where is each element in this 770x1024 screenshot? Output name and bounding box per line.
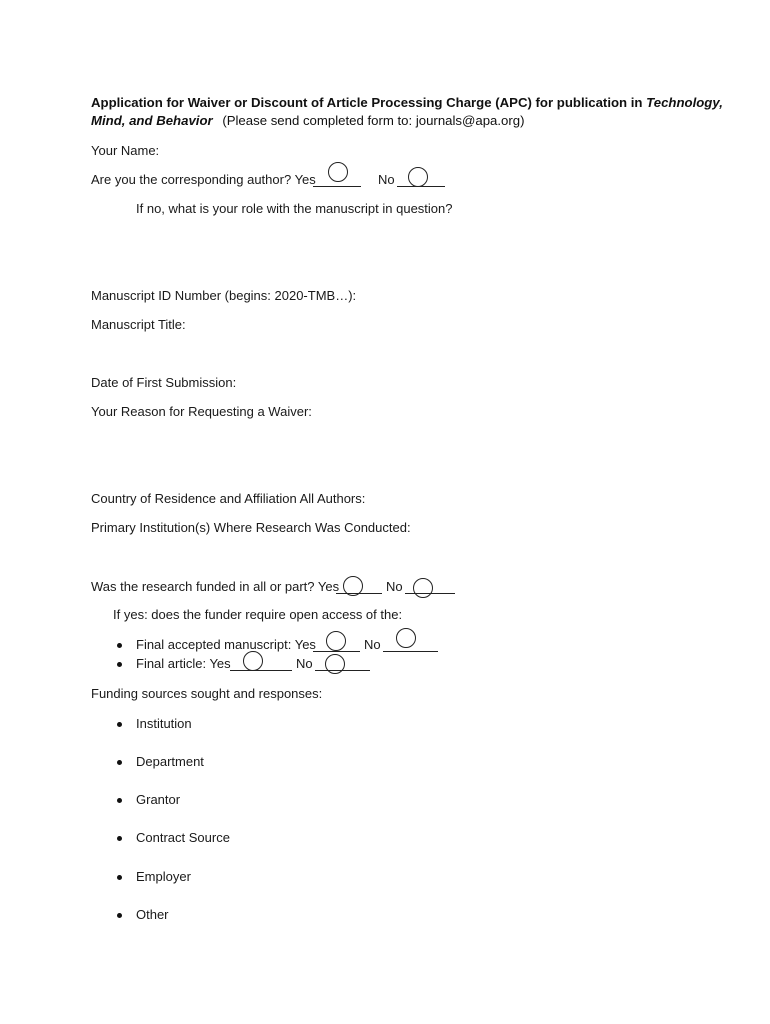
corresponding-yes-line [313,186,361,187]
final-manuscript-no-line [383,651,438,652]
funding-sources-label: Funding sources sought and responses: [91,686,323,701]
final-manuscript-no-circle[interactable] [396,628,416,648]
funded-no-circle[interactable] [413,578,433,598]
final-article-no-circle[interactable] [325,654,345,674]
waiver-reason-label: Your Reason for Requesting a Waiver: [91,404,312,419]
source-institution: Institution [136,716,192,731]
primary-institution-label: Primary Institution(s) Where Research Was Conducted: [91,520,411,535]
funded-question: Was the research funded in all or part? Yes [91,579,340,594]
bullet-dot [117,798,122,803]
form-title-bold: Application for Waiver or Discount of Article Processing Charge (APC) for publication in [91,95,643,110]
manuscript-title-label: Manuscript Title: [91,317,186,332]
corresponding-yes-circle[interactable] [328,162,348,182]
bullet-dot [117,643,122,648]
bullet-dot [117,836,122,841]
journal-name-part1: Technology, [646,95,723,110]
corresponding-no-circle[interactable] [408,167,428,187]
manuscript-id-label: Manuscript ID Number (begins: 2020-TMB…): [91,288,357,303]
final-article-label: Final article: Yes [136,656,231,671]
final-article-yes-circle[interactable] [243,651,263,671]
send-note: (Please send completed form to: journals@apa.org) [222,113,525,128]
source-grantor: Grantor [136,792,181,807]
form-title-line1 [91,95,723,111]
final-manuscript-label: Final accepted manuscript: Yes [136,637,316,652]
final-article-no-label: No [296,656,313,671]
role-question: If no, what is your role with the manuscript in question? [136,201,453,216]
form-title-line2 [91,113,525,129]
final-manuscript-yes-circle[interactable] [326,631,346,651]
source-other: Other [136,907,169,922]
final-manuscript-yes-line [313,651,360,652]
source-employer: Employer [136,869,191,884]
bullet-dot [117,875,122,880]
final-article-yes-line [230,670,292,671]
funded-no-label: No [386,579,403,594]
first-submission-label: Date of First Submission: [91,375,237,390]
bullet-dot [117,662,122,667]
funded-yes-circle[interactable] [343,576,363,596]
your-name-label: Your Name: [91,143,160,158]
journal-name-part2: Mind, and Behavior [91,113,213,128]
source-contract: Contract Source [136,830,230,845]
bullet-dot [117,913,122,918]
corresponding-author-question: Are you the corresponding author? Yes [91,172,316,187]
country-affiliation-label: Country of Residence and Affiliation All Authors: [91,491,366,506]
funder-open-access-question: If yes: does the funder require open access of the: [113,607,403,622]
corresponding-no-label: No [378,172,395,187]
source-department: Department [136,754,204,769]
bullet-dot [117,760,122,765]
final-manuscript-no-label: No [364,637,381,652]
bullet-dot [117,722,122,727]
